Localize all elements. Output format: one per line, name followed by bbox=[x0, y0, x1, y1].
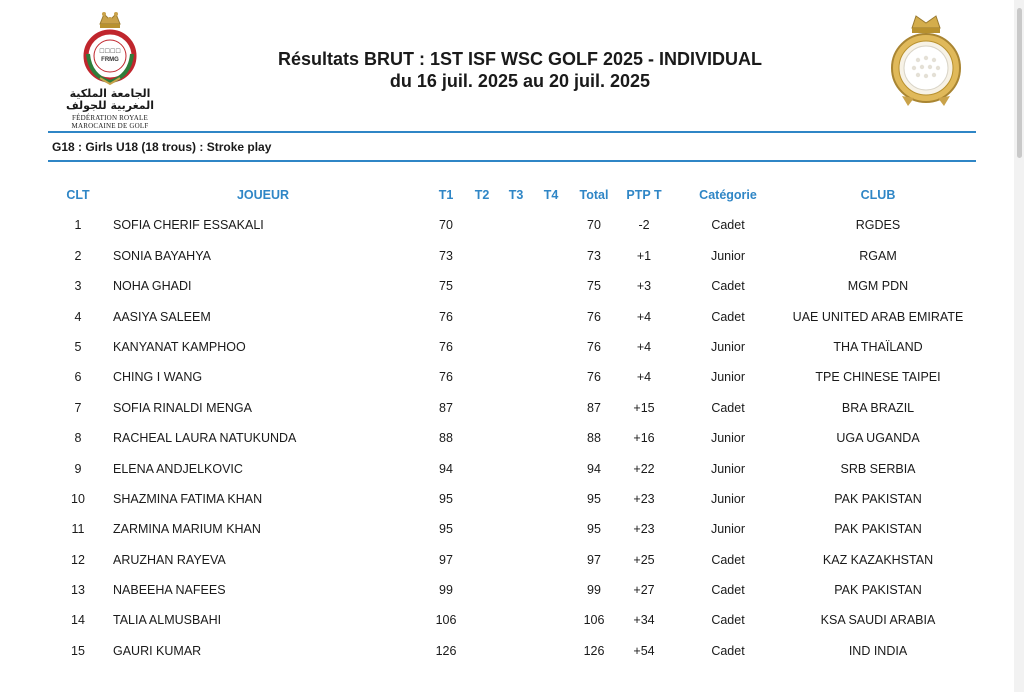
cell-total: 76 bbox=[587, 309, 601, 324]
cell-player: SOFIA RINALDI MENGA bbox=[113, 400, 252, 415]
cell-club: THA THAÏLAND bbox=[833, 339, 923, 354]
table-header-row bbox=[48, 180, 976, 210]
cell-to-par: +4 bbox=[636, 370, 652, 385]
cell-total: 95 bbox=[587, 491, 601, 506]
cell-total: 76 bbox=[587, 339, 601, 354]
cell-club: MGM PDN bbox=[847, 279, 909, 294]
table-row bbox=[48, 514, 976, 544]
cell-category: Cadet bbox=[711, 400, 745, 415]
cell-round-3 bbox=[498, 575, 534, 605]
cell-rank: 5 bbox=[74, 339, 82, 354]
cell-round-1: 95 bbox=[439, 522, 453, 537]
cell-club: UAE UNITED ARAB EMIRATE bbox=[792, 309, 964, 324]
cell-to-par: +25 bbox=[633, 552, 655, 567]
cell-club: TPE CHINESE TAIPEI bbox=[815, 370, 941, 385]
cell-round-4 bbox=[533, 636, 569, 666]
cell-to-par: +4 bbox=[636, 309, 652, 324]
cell-round-1: 99 bbox=[439, 583, 453, 598]
cell-round-1: 76 bbox=[439, 339, 453, 354]
cell-to-par: +54 bbox=[633, 643, 655, 658]
cell-round-2 bbox=[464, 332, 500, 362]
cell-round-1: 75 bbox=[439, 279, 453, 294]
header-t3: T3 bbox=[508, 188, 524, 202]
cell-round-2 bbox=[464, 575, 500, 605]
cell-category: Cadet bbox=[711, 643, 745, 658]
cell-round-4 bbox=[533, 514, 569, 544]
table-row bbox=[48, 454, 976, 484]
cell-category: Cadet bbox=[711, 583, 745, 598]
cell-round-2 bbox=[464, 302, 500, 332]
golf-trophy-association-emblem-icon bbox=[884, 12, 968, 108]
cell-to-par: +34 bbox=[633, 613, 655, 628]
cell-category: Cadet bbox=[711, 552, 745, 567]
cell-total: 73 bbox=[587, 248, 601, 263]
cell-round-1: 94 bbox=[439, 461, 453, 476]
table-row bbox=[48, 393, 976, 423]
table-row bbox=[48, 545, 976, 575]
cell-round-2 bbox=[464, 423, 500, 453]
table-row bbox=[48, 605, 976, 635]
cell-total: 76 bbox=[587, 370, 601, 385]
cell-player: CHING I WANG bbox=[113, 370, 203, 385]
cell-club: SRB SERBIA bbox=[840, 461, 916, 476]
cell-round-3 bbox=[498, 241, 534, 271]
cell-total: 95 bbox=[587, 522, 601, 537]
cell-player: NOHA GHADI bbox=[113, 279, 192, 294]
header-player: JOUEUR bbox=[236, 188, 290, 202]
cell-round-4 bbox=[533, 241, 569, 271]
table-row bbox=[48, 362, 976, 392]
cell-player: ARUZHAN RAYEVA bbox=[113, 552, 226, 567]
cell-total: 70 bbox=[587, 218, 601, 233]
cell-round-2 bbox=[464, 545, 500, 575]
cell-round-3 bbox=[498, 545, 534, 575]
golf-association-logo bbox=[884, 12, 968, 108]
cell-player: ELENA ANDJELKOVIC bbox=[113, 461, 243, 476]
cell-player: SHAZMINA FATIMA KHAN bbox=[113, 491, 263, 506]
cell-round-1: 106 bbox=[435, 613, 457, 628]
cell-total: 126 bbox=[583, 643, 605, 658]
cell-club: RGAM bbox=[859, 248, 897, 263]
cell-round-4 bbox=[533, 362, 569, 392]
cell-category: Cadet bbox=[711, 279, 745, 294]
cell-rank: 3 bbox=[74, 279, 82, 294]
table-row bbox=[48, 484, 976, 514]
page-scrollbar[interactable] bbox=[1014, 0, 1024, 692]
cell-category: Junior bbox=[710, 339, 746, 354]
cell-club: PAK PAKISTAN bbox=[834, 583, 922, 598]
cell-total: 87 bbox=[587, 400, 601, 415]
cell-round-2 bbox=[464, 454, 500, 484]
cell-round-3 bbox=[498, 362, 534, 392]
cell-round-2 bbox=[464, 605, 500, 635]
cell-round-3 bbox=[498, 484, 534, 514]
cell-round-2 bbox=[464, 362, 500, 392]
cell-player: SONIA BAYAHYA bbox=[113, 248, 211, 263]
cell-to-par: -2 bbox=[638, 218, 650, 233]
cell-category: Junior bbox=[710, 491, 746, 506]
cell-club: PAK PAKISTAN bbox=[834, 522, 922, 537]
cell-category: Junior bbox=[710, 370, 746, 385]
cell-round-3 bbox=[498, 605, 534, 635]
cell-to-par: +23 bbox=[633, 522, 655, 537]
cell-round-4 bbox=[533, 302, 569, 332]
cell-category: Junior bbox=[710, 431, 746, 446]
cell-round-2 bbox=[464, 514, 500, 544]
cell-to-par: +27 bbox=[633, 583, 655, 598]
cell-round-4 bbox=[533, 393, 569, 423]
cell-club: IND INDIA bbox=[848, 643, 908, 658]
cell-rank: 12 bbox=[71, 552, 85, 567]
cell-rank: 1 bbox=[74, 218, 82, 233]
cell-rank: 2 bbox=[74, 248, 82, 263]
header-total: Total bbox=[579, 188, 609, 202]
cell-round-3 bbox=[498, 454, 534, 484]
category-rule-top bbox=[48, 131, 976, 133]
svg-text:☐☐☐☐: ☐☐☐☐ bbox=[99, 49, 121, 55]
cell-player: RACHEAL LAURA NATUKUNDA bbox=[113, 431, 297, 446]
cell-round-2 bbox=[464, 636, 500, 666]
cell-round-3 bbox=[498, 332, 534, 362]
cell-round-1: 87 bbox=[439, 400, 453, 415]
header-ptp: PTP T bbox=[626, 188, 662, 202]
cell-round-1: 73 bbox=[439, 248, 453, 263]
cell-rank: 4 bbox=[74, 309, 82, 324]
cell-round-3 bbox=[498, 636, 534, 666]
cell-category: Junior bbox=[710, 248, 746, 263]
frmg-crest-icon bbox=[78, 10, 142, 86]
header-t1: T1 bbox=[438, 188, 454, 202]
cell-club: KAZ KAZAKHSTAN bbox=[822, 552, 934, 567]
cell-round-1: 76 bbox=[439, 370, 453, 385]
cell-round-2 bbox=[464, 241, 500, 271]
frmg-logo bbox=[60, 10, 160, 135]
cell-round-4 bbox=[533, 484, 569, 514]
cell-round-3 bbox=[498, 514, 534, 544]
cell-rank: 15 bbox=[71, 643, 85, 658]
header-clt: CLT bbox=[66, 188, 90, 202]
cell-to-par: +3 bbox=[636, 279, 652, 294]
cell-round-4 bbox=[533, 210, 569, 240]
title-line-1: Résultats BRUT : 1ST ISF WSC GOLF 2025 - INDIVIDUAL bbox=[277, 49, 763, 69]
cell-player: ZARMINA MARIUM KHAN bbox=[113, 522, 261, 537]
cell-round-3 bbox=[498, 302, 534, 332]
frmg-arabic-name: الجامعة الملكية المغربية للجولف bbox=[65, 87, 155, 112]
cell-total: 75 bbox=[587, 279, 601, 294]
table-row bbox=[48, 271, 976, 301]
category-title: G18 : Girls U18 (18 trous) : Stroke play bbox=[52, 140, 272, 154]
table-row bbox=[48, 423, 976, 453]
cell-player: SOFIA CHERIF ESSAKALI bbox=[113, 218, 264, 233]
cell-round-2 bbox=[464, 271, 500, 301]
table-row bbox=[48, 302, 976, 332]
cell-rank: 6 bbox=[74, 370, 82, 385]
category-rule-bottom bbox=[48, 160, 976, 162]
cell-rank: 11 bbox=[71, 522, 85, 537]
cell-total: 97 bbox=[587, 552, 601, 567]
table-row bbox=[48, 636, 976, 666]
document-title bbox=[160, 48, 880, 92]
cell-round-3 bbox=[498, 423, 534, 453]
cell-rank: 13 bbox=[71, 583, 85, 598]
table-row bbox=[48, 332, 976, 362]
cell-player: TALIA ALMUSBAHI bbox=[113, 613, 222, 628]
header-t2: T2 bbox=[474, 188, 490, 202]
cell-round-4 bbox=[533, 271, 569, 301]
cell-to-par: +1 bbox=[636, 248, 652, 263]
cell-total: 106 bbox=[583, 613, 605, 628]
cell-club: BRA BRAZIL bbox=[841, 400, 915, 415]
cell-round-4 bbox=[533, 605, 569, 635]
cell-round-4 bbox=[533, 332, 569, 362]
cell-round-2 bbox=[464, 484, 500, 514]
cell-round-3 bbox=[498, 393, 534, 423]
cell-rank: 14 bbox=[71, 613, 85, 628]
cell-round-2 bbox=[464, 210, 500, 240]
svg-text:FRMG: FRMG bbox=[101, 57, 119, 63]
results-table bbox=[48, 180, 976, 666]
cell-round-2 bbox=[464, 393, 500, 423]
cell-round-1: 76 bbox=[439, 309, 453, 324]
cell-round-1: 88 bbox=[439, 431, 453, 446]
table-row bbox=[48, 210, 976, 240]
header-category: Catégorie bbox=[699, 188, 757, 202]
cell-round-3 bbox=[498, 271, 534, 301]
cell-round-1: 70 bbox=[439, 218, 453, 233]
cell-rank: 9 bbox=[74, 461, 82, 476]
cell-category: Cadet bbox=[711, 218, 745, 233]
cell-club: KSA SAUDI ARABIA bbox=[820, 613, 936, 628]
table-row bbox=[48, 241, 976, 271]
cell-rank: 7 bbox=[74, 400, 82, 415]
cell-to-par: +4 bbox=[636, 339, 652, 354]
scrollbar-thumb[interactable] bbox=[1017, 8, 1022, 158]
cell-total: 94 bbox=[587, 461, 601, 476]
cell-player: AASIYA SALEEM bbox=[113, 309, 211, 324]
cell-club: UGA UGANDA bbox=[836, 431, 920, 446]
cell-round-4 bbox=[533, 575, 569, 605]
cell-category: Junior bbox=[710, 461, 746, 476]
cell-total: 88 bbox=[587, 431, 601, 446]
cell-to-par: +15 bbox=[633, 400, 655, 415]
cell-player: GAURI KUMAR bbox=[113, 643, 202, 658]
header-club: CLUB bbox=[860, 188, 896, 202]
cell-round-1: 97 bbox=[439, 552, 453, 567]
cell-round-1: 95 bbox=[439, 491, 453, 506]
cell-round-4 bbox=[533, 454, 569, 484]
cell-category: Junior bbox=[710, 522, 746, 537]
cell-player: NABEEHA NAFEES bbox=[113, 583, 226, 598]
cell-category: Cadet bbox=[711, 309, 745, 324]
cell-player: KANYANAT KAMPHOO bbox=[113, 339, 246, 354]
cell-to-par: +16 bbox=[633, 431, 655, 446]
cell-round-1: 126 bbox=[435, 643, 457, 658]
table-row bbox=[48, 575, 976, 605]
cell-club: PAK PAKISTAN bbox=[834, 491, 922, 506]
title-line-2: du 16 juil. 2025 au 20 juil. 2025 bbox=[389, 71, 651, 91]
cell-total: 99 bbox=[587, 583, 601, 598]
frmg-latin-name: FÉDÉRATION ROYALE MAROCAINE DE GOLF bbox=[71, 114, 149, 130]
cell-category: Cadet bbox=[711, 613, 745, 628]
cell-to-par: +22 bbox=[633, 461, 655, 476]
cell-club: RGDES bbox=[855, 218, 901, 233]
header-t4: T4 bbox=[543, 188, 559, 202]
cell-round-4 bbox=[533, 423, 569, 453]
cell-rank: 10 bbox=[71, 491, 85, 506]
cell-round-4 bbox=[533, 545, 569, 575]
cell-round-3 bbox=[498, 210, 534, 240]
cell-to-par: +23 bbox=[633, 491, 655, 506]
cell-rank: 8 bbox=[74, 431, 82, 446]
